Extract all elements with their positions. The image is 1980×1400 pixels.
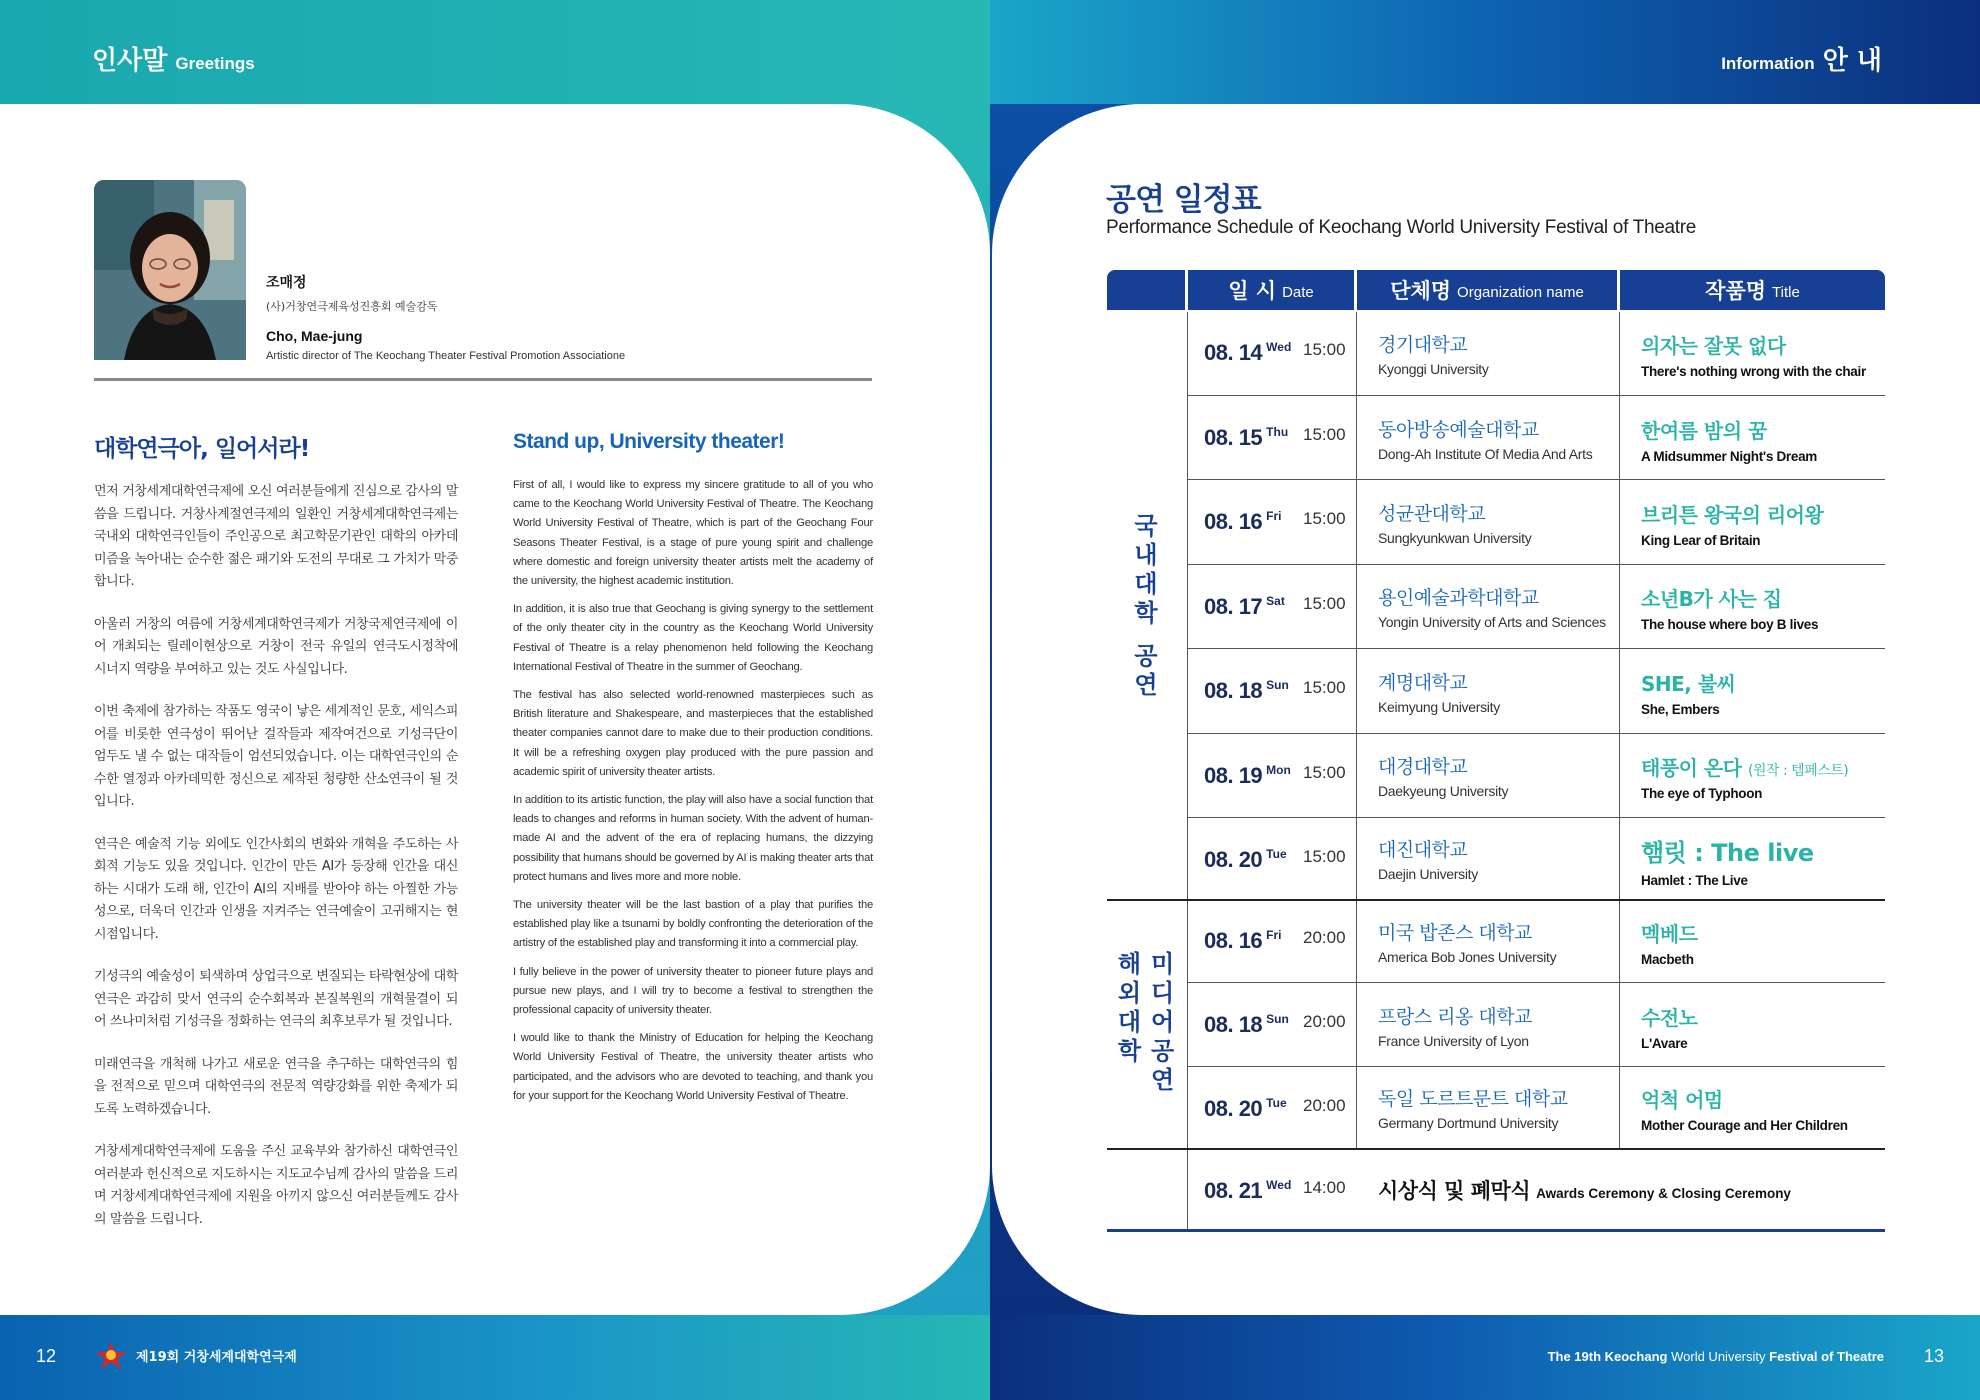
festival-name: 제19회 거창세계대학연극제 <box>136 1349 297 1365</box>
group-char: 외 <box>1117 979 1141 1007</box>
row-date <box>1204 847 1346 873</box>
title-ko <box>1641 415 1885 444</box>
row-date <box>1204 425 1346 451</box>
time-text: 15:00 <box>1303 847 1346 866</box>
title-ko-text: 억척 어멈 <box>1641 1088 1723 1112</box>
org-name-ko: 대경대학교 <box>1378 756 1468 778</box>
org-name-ko: 동아방송예술대학교 <box>1378 419 1539 441</box>
group-char: 미 <box>1151 950 1175 978</box>
date-text: 08. 17 <box>1204 594 1263 619</box>
footer-festival-title <box>1548 1349 1884 1364</box>
greeting-paragraph: In addition, it is also true that Geochang is giving synergy to the settlement of the only theater city in the country as the Keochang World University Festival of Theatre is a relay phenomenon held following the Keochang International Festival of Theatre in the summer of Geochang. <box>513 603 873 673</box>
date-text: 08. 20 <box>1204 847 1263 872</box>
greeting-paragraph: 미래연극을 개척해 나가고 새로운 연극을 추구하는 대학연극의 힘을 전적으로 믿으며 대학연극의 전문적 역량강화를 위한 축제가 되도록 노력하겠습니다. <box>94 1056 458 1117</box>
org-name-ko: 대진대학교 <box>1378 839 1468 861</box>
greeting-paragraph: In addition to its artistic function, the play will also have a social function that leads to changes and reforms in human society. With the advent of human-made AI and the advent of the era of replacing humans, the dizzying possibility that humans should be governed by AI is making theater arts that protect humans and lives more and more noble. <box>513 794 873 883</box>
group-char: 학 <box>1134 598 1158 627</box>
row-title <box>1641 1002 1885 1051</box>
row-title <box>1641 583 1885 632</box>
group-overseas-label-col1 <box>1118 950 1141 1066</box>
group-char: 디 <box>1151 979 1175 1007</box>
profile-name-en: Cho, Mae-jung <box>266 328 363 344</box>
portrait-illustration <box>94 180 246 360</box>
org-name-en: France University of Lyon <box>1378 1033 1529 1049</box>
footer-text-bold: Festival of Theatre <box>1769 1349 1884 1364</box>
group-domestic-label <box>1134 512 1157 700</box>
group-char: 해 <box>1117 950 1141 978</box>
org-name-en: America Bob Jones University <box>1378 949 1557 965</box>
grid-line <box>1188 648 1885 649</box>
profile-divider <box>94 378 872 381</box>
org-name-en: Sungkyunkwan University <box>1378 530 1532 546</box>
title-ko <box>1641 499 1885 528</box>
day-text: Tue <box>1266 847 1287 861</box>
greeting-paragraph: I would like to thank the Ministry of Education for helping the Keochang World University Festival of Theatre, the university theater artists who participated, and the advisors who are devoted to teaching, and thank you for your support for the Keochang World University Festival of Theatre. <box>513 1032 873 1102</box>
group-char: 공 <box>1134 641 1158 670</box>
ceremony-label <box>1378 1175 1791 1205</box>
table-bottom-border <box>1107 1229 1885 1232</box>
date-text: 08. 18 <box>1204 678 1263 703</box>
ceremony-date <box>1204 1178 1346 1204</box>
profile-role-en: Artistic director of The Keochang Theater Festival Promotion Associatione <box>266 350 626 362</box>
row-title <box>1641 415 1885 464</box>
day-text: Sat <box>1266 594 1285 608</box>
title-en: She, Embers <box>1641 702 1720 717</box>
profile-role-ko: (사)거창연극제육성진흥회 예술감독 <box>266 300 438 313</box>
header-title-ko: 안 내 <box>1822 46 1882 76</box>
header-title-ko: 인사말 <box>92 46 168 76</box>
row-title <box>1641 752 1885 801</box>
footer-text-bold: The 19th Keochang <box>1547 1349 1668 1364</box>
ceremony-ko: 시상식 및 폐막식 <box>1378 1179 1531 1203</box>
title-en: There's nothing wrong with the chair <box>1641 364 1866 379</box>
group-overseas-label-col2 <box>1151 950 1174 1095</box>
greeting-paragraph: 기성극의 예술성이 퇴색하며 상업극으로 변질되는 타락현상에 대학연극은 과감히 맞서 연극의 순수회복과 본질복원의 개혁물결이 되어 쓰나미처럼 기성극을 정화하는 연극의 최후보루가 될 것입니다. <box>94 969 458 1029</box>
right-page-header <box>1721 40 1882 77</box>
page-number-left: 12 <box>36 1346 57 1366</box>
time-text: 20:00 <box>1303 1012 1346 1031</box>
greeting-paragraph: 이번 축제에 참가하는 작품도 영국이 낳은 세계적인 문호, 세익스피어를 비롯한 연극성이 뛰어난 걸작들과 제작여건으로 기성극단이 엄두도 낼 수 없는 대작들이 엄선되었습니다. 이는 대학연극인의 순수한 열정과 아카데믹한 정신으로 제작된 청량한 산소연극이 될 것입니다. <box>94 704 458 809</box>
greeting-paragraph: I fully believe in the power of university theater to pioneer future plays and pursue new plays, and I will try to become a festival to strengthen the professional capacity of university theater. <box>513 965 873 1017</box>
portrait-photo <box>94 180 246 360</box>
row-organization <box>1378 752 1614 799</box>
date-text: 08. 20 <box>1204 1096 1263 1121</box>
ceremony-en: Awards Ceremony & Closing Ceremony <box>1536 1186 1791 1201</box>
title-ko <box>1641 1084 1885 1113</box>
table-header-group <box>1107 270 1185 310</box>
group-char: 공 <box>1151 1037 1175 1065</box>
column-label-en: Date <box>1282 283 1314 301</box>
row-date <box>1204 594 1346 620</box>
group-divider <box>1107 1148 1885 1150</box>
org-name-ko: 성균관대학교 <box>1378 503 1486 525</box>
group-char: 연 <box>1151 1066 1175 1094</box>
day-text: Wed <box>1266 340 1292 354</box>
row-organization <box>1378 668 1614 715</box>
org-name-ko: 프랑스 리옹 대학교 <box>1378 1006 1532 1028</box>
greeting-paragraph: The festival has also selected world-renowned masterpieces such as British literature and Shakespeare, and masterpieces that the established theater companies cannot dare to make due to their production conditions. It will be a refreshing oxygen play produced with the pure passion and academic spirit of university theater artists. <box>513 689 873 778</box>
greeting-paragraph: 거창세계대학연극제에 도움을 주신 교육부와 참가하신 대학연극인 여러분과 헌신적으로 지도하시는 지도교수님께 감사의 말씀을 드리며 거창세계대학연극제에 지원을 아끼지 않으신 여러분들께도 감사의 말씀을 드립니다. <box>94 1144 458 1227</box>
header-title-en: Greetings <box>175 54 255 73</box>
row-organization <box>1378 835 1614 882</box>
row-organization <box>1378 583 1614 630</box>
time-text: 15:00 <box>1303 425 1346 444</box>
title-en: Mother Courage and Her Children <box>1641 1118 1848 1133</box>
grid-line <box>1188 982 1885 983</box>
table-header-date <box>1188 270 1354 310</box>
row-organization <box>1378 330 1614 377</box>
org-name-ko: 독일 도르트문트 대학교 <box>1378 1088 1568 1110</box>
title-ko-text: 브리튼 왕국의 리어왕 <box>1641 503 1824 527</box>
greeting-paragraph: The university theater will be the last bastion of a play that purifies the established play like a tsunami by boldly confronting the deterioration of the artistry of the established play and transforming it into a commercial play. <box>513 899 873 950</box>
title-en: Macbeth <box>1641 952 1694 967</box>
title-en: The house where boy B lives <box>1641 617 1819 632</box>
group-char: 국 <box>1134 511 1158 540</box>
time-text: 15:00 <box>1303 340 1346 359</box>
table-header-title <box>1620 270 1885 310</box>
title-en: The eye of Typhoon <box>1641 786 1763 801</box>
schedule-title-en: Performance Schedule of Keochang World University Festival of Theatre <box>1106 217 1697 238</box>
row-organization <box>1378 499 1614 546</box>
title-en: L'Avare <box>1641 1036 1688 1051</box>
time-text: 15:00 <box>1303 678 1346 697</box>
day-text: Sun <box>1266 678 1289 692</box>
title-en: A Midsummer Night's Dream <box>1641 449 1817 464</box>
title-ko <box>1641 752 1885 781</box>
row-title <box>1641 330 1885 379</box>
title-ko <box>1641 918 1885 947</box>
date-text: 08. 15 <box>1204 425 1263 450</box>
row-organization <box>1378 415 1614 462</box>
org-name-en: Keimyung University <box>1378 699 1500 715</box>
time-text: 20:00 <box>1303 928 1346 947</box>
greeting-paragraph: 연극은 예술적 기능 외에도 인간사회의 변화와 개혁을 주도하는 사회적 기능도 있을 것입니다. 인간이 만든 AI가 등장해 인간을 대신하는 시대가 도래 해, 인간이 AI의 지배를 받아야 하는 아찔한 가능성으로, 더욱더 인간과 인생을 지켜주는 연극예술이 고귀해지는 현시점입니다. <box>94 836 458 942</box>
org-name-ko: 계명대학교 <box>1378 672 1468 694</box>
row-date <box>1204 1096 1346 1122</box>
row-title <box>1641 918 1885 967</box>
greeting-heading-en: Stand up, University theater! <box>513 430 785 453</box>
group-divider <box>1107 899 1885 901</box>
row-date <box>1204 1012 1346 1038</box>
row-title <box>1641 499 1885 548</box>
day-text: Sun <box>1266 1012 1289 1026</box>
group-overseas <box>1107 900 1185 1148</box>
group-char: 학 <box>1117 1037 1141 1065</box>
time-text: 15:00 <box>1303 509 1346 528</box>
title-ko-text: 한여름 밤의 꿈 <box>1641 419 1767 443</box>
row-title <box>1641 668 1885 717</box>
column-label-en: Title <box>1772 283 1800 301</box>
column-label-ko: 작품명 <box>1705 279 1767 303</box>
time-text: 15:00 <box>1303 763 1346 782</box>
day-text: Wed <box>1266 1178 1292 1192</box>
column-label-en: Organization name <box>1457 283 1584 301</box>
title-ko-text: 의자는 잘못 없다 <box>1641 334 1786 358</box>
greeting-paragraph: First of all, I would like to express my sincere gratitude to all of you who came to the Keochang World University Festival of Theatre. The Keochang World University Festival of Theatre, which is part of the Geochang Four Seasons Theater Festival, is a stage of pure young spirit and challenge where domestic and foreign university theater artists melt the academy of the university, the highest academic institution. <box>513 479 873 588</box>
schedule-title-ko: 공연 일정표 <box>1106 182 1261 218</box>
title-ko <box>1641 330 1885 359</box>
day-text: Tue <box>1266 1096 1287 1110</box>
day-text: Thu <box>1266 425 1289 439</box>
org-name-en: Germany Dortmund University <box>1378 1115 1559 1131</box>
greeting-heading-ko: 대학연극아, 일어서라! <box>94 436 310 462</box>
row-title <box>1641 1084 1885 1133</box>
grid-line <box>1619 312 1620 1148</box>
date-text: 08. 18 <box>1204 1012 1263 1037</box>
title-ko <box>1641 833 1885 868</box>
grid-line <box>1187 312 1188 1230</box>
day-text: Fri <box>1266 928 1282 942</box>
org-name-en: Daekyeung University <box>1378 783 1509 799</box>
title-note: (원작 : 템페스트) <box>1748 763 1849 779</box>
grid-line <box>1188 733 1885 734</box>
date-text: 08. 19 <box>1204 763 1263 788</box>
time-text: 14:00 <box>1303 1178 1346 1197</box>
org-name-en: Dong-Ah Institute Of Media And Arts <box>1378 446 1593 462</box>
row-title <box>1641 833 1885 888</box>
column-label-ko: 일 시 <box>1228 279 1277 303</box>
title-ko <box>1641 1002 1885 1031</box>
greeting-paragraph: 먼저 거창세계대학연극제에 오신 여러분들에게 진심으로 감사의 말씀을 드립니다. 거창사계절연극제의 일환인 거창세계대학연극제는 국내외 대학연극인들이 주인공으로 최고학문기관인 대학의 아카데미즘을 녹아내는 순수한 젊은 패기와 도전의 무대로 그 가치가 막중합니다. <box>94 484 458 589</box>
org-name-ko: 경기대학교 <box>1378 334 1468 356</box>
row-date <box>1204 340 1346 366</box>
grid-line <box>1188 817 1885 818</box>
footer-text-light: World University <box>1671 1349 1766 1364</box>
title-ko-text: SHE, 불씨 <box>1641 672 1736 696</box>
title-ko-text: 수전노 <box>1641 1006 1698 1030</box>
row-date <box>1204 678 1346 704</box>
group-char: 연 <box>1134 670 1158 699</box>
title-ko-text: 햄릿 : The live <box>1641 839 1814 867</box>
grid-line <box>1188 395 1885 396</box>
group-char: 대 <box>1117 1008 1141 1036</box>
group-domestic <box>1107 312 1185 899</box>
group-char: 대 <box>1134 569 1158 598</box>
left-page-header <box>92 40 255 77</box>
title-en: Hamlet : The Live <box>1641 873 1748 888</box>
title-ko-text: 소년B가 사는 집 <box>1641 587 1782 611</box>
date-text: 08. 21 <box>1204 1178 1263 1203</box>
org-name-en: Yongin University of Arts and Sciences <box>1378 614 1606 630</box>
column-label-ko: 단체명 <box>1390 279 1452 303</box>
greeting-paragraph: 아울러 거창의 여름에 거창세계대학연극제가 거창국제연극제에 이어 개최되는 릴레이현상으로 거창이 전국 유일의 연극도시정착에 시너지 역량을 부여하고 있는 것도 사실입니다. <box>94 616 458 677</box>
title-en: King Lear of Britain <box>1641 533 1761 548</box>
time-text: 15:00 <box>1303 594 1346 613</box>
day-text: Mon <box>1266 763 1291 777</box>
row-organization <box>1378 918 1614 965</box>
page-number-right: 13 <box>1923 1346 1944 1366</box>
org-name-en: Daejin University <box>1378 866 1478 882</box>
group-char: 어 <box>1151 1008 1175 1036</box>
festival-logo <box>94 1340 297 1370</box>
row-date <box>1204 509 1346 535</box>
profile-info <box>266 272 625 362</box>
org-name-ko: 미국 밥존스 대학교 <box>1378 922 1532 944</box>
row-organization <box>1378 1002 1614 1049</box>
grid-line <box>1188 479 1885 480</box>
grid-line <box>1188 564 1885 565</box>
profile-name-ko: 조매정 <box>266 275 307 291</box>
date-text: 08. 16 <box>1204 928 1263 953</box>
table-header-organization <box>1357 270 1617 310</box>
row-date <box>1204 928 1346 954</box>
group-char: 내 <box>1134 540 1158 569</box>
time-text: 20:00 <box>1303 1096 1346 1115</box>
date-text: 08. 16 <box>1204 509 1263 534</box>
grid-line <box>1188 1066 1885 1067</box>
title-ko <box>1641 583 1885 612</box>
date-text: 08. 14 <box>1204 340 1263 365</box>
greeting-english-column <box>513 430 873 1115</box>
greeting-korean-column <box>94 430 458 1251</box>
title-ko-text: 태풍이 온다 <box>1641 756 1742 780</box>
header-title-en: Information <box>1721 54 1815 73</box>
festival-emblem-icon <box>94 1340 128 1370</box>
title-ko <box>1641 668 1885 697</box>
row-organization <box>1378 1084 1614 1131</box>
org-name-ko: 용인예술과학대학교 <box>1378 587 1539 609</box>
row-date <box>1204 763 1346 789</box>
org-name-en: Kyonggi University <box>1378 361 1489 377</box>
title-ko-text: 멕베드 <box>1641 922 1698 946</box>
day-text: Fri <box>1266 509 1282 523</box>
